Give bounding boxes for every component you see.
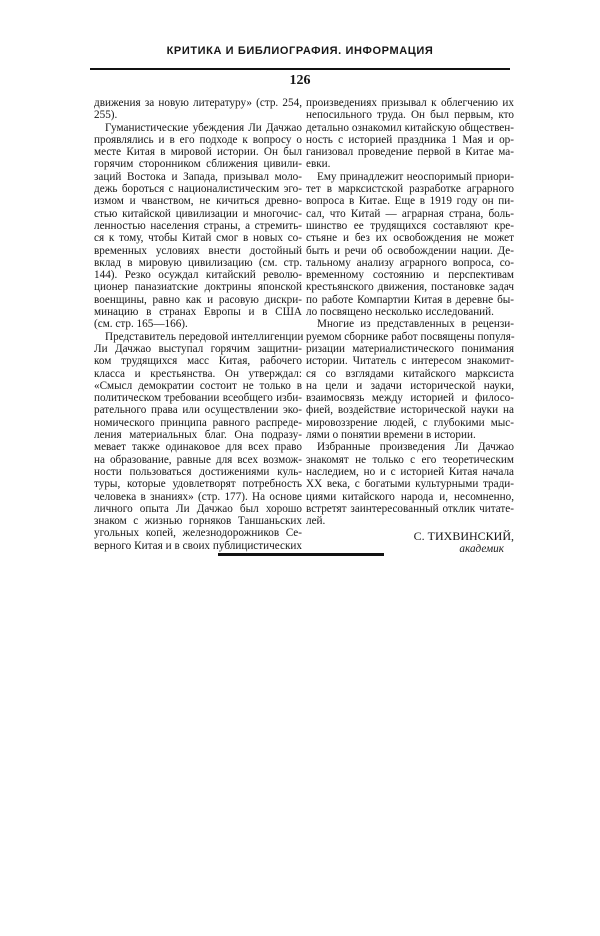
- text-line: руемом сборнике работ посвящены популя-: [306, 330, 515, 343]
- text-line: проявлялись и в его подходе к вопросу о: [94, 133, 302, 146]
- text-line: ность с историей праздника 1 Мая и ор-: [306, 133, 514, 146]
- text-line: истории. Читатель с интересом знакомит-: [306, 355, 514, 368]
- text-line: детально ознакомил китайскую обществен-: [306, 121, 514, 134]
- signature-author: С. ТИХВИНСКИЙ,: [413, 529, 514, 544]
- text-line: ся к тому, чтобы Китай смог в новых со-: [94, 232, 302, 245]
- text-line: военщины, равно как и расовую дискри-: [94, 293, 302, 306]
- text-line: горячим сторонником сближения цивили-: [94, 158, 302, 171]
- text-line: взаимосвязь между историей и филосо-: [306, 392, 514, 405]
- text-line: временному состоянию и перспективам: [306, 269, 514, 282]
- text-line: временных условиях внести достойный: [94, 244, 302, 257]
- text-line: тальному анализу аграрного вопроса, со-: [306, 256, 514, 269]
- right-column: [306, 97, 514, 555]
- text-line: вопроса в Китае. Еще в 1919 году он пи-: [306, 195, 514, 208]
- text-line: лей.: [306, 515, 326, 528]
- text-line: ся со взглядами китайского марксиста: [306, 367, 514, 380]
- text-line: непосильного труда. Он был первым, кто: [306, 109, 514, 122]
- text-line: встретят заинтересованный отклик читате-: [306, 502, 514, 515]
- text-line: на образование, равные для всех возмож-: [94, 453, 302, 466]
- text-line: произведениях призывал к облегчению их: [306, 97, 514, 109]
- text-line: Гуманистические убеждения Ли Дачжао: [105, 121, 302, 134]
- text-line: знакомят не только с его теоретическим: [306, 453, 514, 466]
- text-line: 255).: [94, 109, 118, 122]
- text-line: ло посвящено несколько исследований.: [306, 306, 494, 319]
- header-rule: [90, 68, 510, 70]
- text-line: человека в знаниях» (стр. 177). На основе: [94, 490, 302, 503]
- signature-title: академик: [459, 542, 504, 555]
- text-line: вклад в мировую цивилизацию (см. стр.: [94, 256, 302, 269]
- text-line: быть и речи об освобождении нации. Де-: [306, 244, 514, 257]
- text-line: политическом требовании всеобщего изби-: [94, 392, 302, 405]
- text-line: туры, которые удовлетворят потребность: [94, 478, 302, 491]
- text-line: измом и чванством, не кичиться древно-: [94, 195, 302, 208]
- text-line: ленностью населения страны, а стремить-: [94, 219, 302, 232]
- text-line: «Смысл демократии состоит не только в: [94, 379, 302, 392]
- text-line: личного опыта Ли Дачжао был хорошо: [94, 502, 302, 515]
- page-number: 126: [289, 73, 311, 88]
- text-line: мевает также одинаковое для всех право: [94, 441, 302, 454]
- text-line: сал, что Китай — аграрная страна, боль-: [306, 207, 514, 220]
- text-line: (см. стр. 165—166).: [94, 318, 188, 331]
- text-line: месте Китая в мировой истории. Он был: [94, 146, 302, 159]
- running-header: КРИТИКА И БИБЛИОГРАФИЯ. ИНФОРМАЦИЯ: [166, 45, 434, 57]
- text-line: крестьянского движения, постановке задач: [306, 281, 514, 294]
- text-line: стью китайской цивилизации и многочис-: [94, 207, 302, 220]
- text-line: Избранные произведения Ли Дачжао: [317, 441, 514, 454]
- text-line: Ли Дачжао выступал горячим защитни-: [94, 342, 302, 355]
- text-line: ности пользоваться достижениями куль-: [94, 465, 302, 478]
- text-line: XX века, с богатыми культурными тради-: [306, 478, 514, 491]
- text-line: мировоззрение людей, с глубокими мыс-: [306, 416, 514, 429]
- text-line: рательного права или осуществлении эко-: [94, 404, 302, 417]
- text-line: ционер паназиатские доктрины японской: [94, 281, 302, 294]
- text-line: дежь бороться с националистическим эго-: [94, 183, 302, 196]
- text-line: ления материальных благ. Она подразу-: [94, 429, 302, 442]
- text-line: движения за новую литературу» (стр. 254,: [94, 97, 302, 109]
- text-line: евки.: [306, 158, 331, 171]
- text-line: фией, воздействие исторической науки на: [306, 404, 514, 417]
- text-line: Ему принадлежит неоспоримый приори-: [317, 170, 514, 183]
- text-line: тет в марксистской разработке аграрного: [306, 183, 514, 196]
- text-line: 144). Резко осуждал китайский револю-: [94, 269, 302, 282]
- text-line: минацию в странах Европы и в США: [94, 306, 302, 319]
- end-of-article-rule: [218, 553, 384, 556]
- text-line: Представитель передовой интеллигенции: [105, 330, 304, 343]
- text-line: шинство ее трудящихся составляют кре-: [306, 219, 514, 232]
- text-line: по работе Компартии Китая в деревне бы-: [306, 293, 514, 306]
- text-line: стьяне и без их освобождения не может: [306, 232, 514, 245]
- text-line: ризации материалистического понимания: [306, 342, 514, 355]
- text-line: угольных копей, железнодорожников Се-: [94, 527, 302, 540]
- text-line: заций Востока и Запада, призывал моло-: [94, 170, 302, 183]
- text-line: лями о понятии времени в истории.: [306, 429, 476, 442]
- left-column: [94, 97, 302, 552]
- text-line: на цели и задачи исторической науки,: [306, 379, 514, 392]
- text-line: ганизовал проведение первой в Китае ма-: [306, 146, 514, 159]
- text-line: знаком с жизнью горняков Таншаньских: [94, 515, 302, 528]
- text-line: класса и крестьянства. Он утверждал:: [94, 367, 302, 380]
- text-line: верного Китая и в своих публицистических: [94, 539, 302, 552]
- text-line: циями китайского народа и, несомненно,: [306, 490, 514, 503]
- text-line: наследием, но и с историей Китая начала: [306, 465, 514, 478]
- text-line: номического принципа равного распреде-: [94, 416, 302, 429]
- text-line: Многие из представленных в рецензи-: [317, 318, 514, 331]
- text-line: ком трудящихся масс Китая, рабочего: [94, 355, 302, 368]
